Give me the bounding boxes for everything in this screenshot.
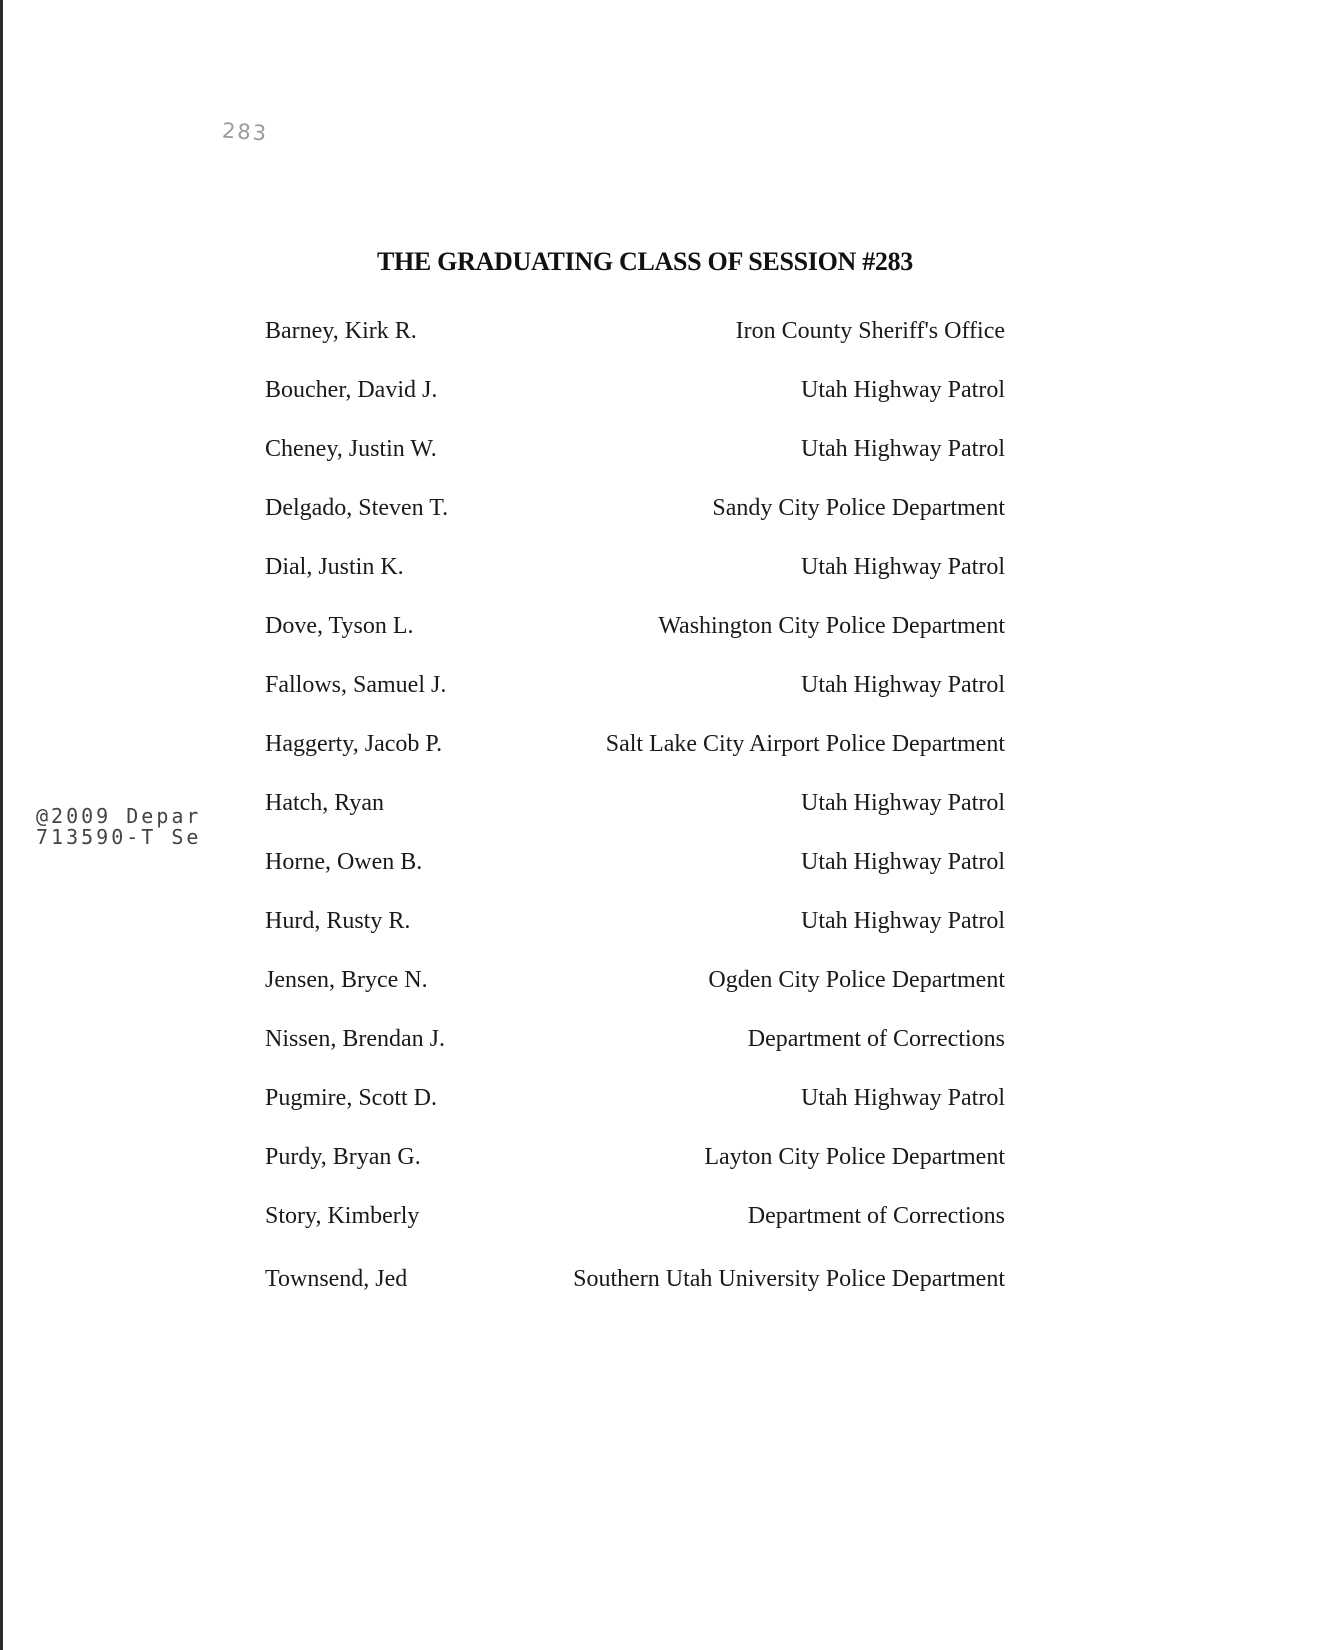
graduate-name: Barney, Kirk R.	[265, 318, 417, 344]
roster-row	[265, 495, 1005, 554]
roster-row	[265, 1266, 1005, 1325]
graduate-name: Hatch, Ryan	[265, 790, 385, 816]
graduate-name: Story, Kimberly	[265, 1203, 420, 1229]
roster-row	[265, 436, 1005, 495]
roster-row	[265, 672, 1005, 731]
graduate-agency: Utah Highway Patrol	[801, 436, 1005, 462]
graduate-name: Nissen, Brendan J.	[265, 1026, 445, 1052]
graduate-agency: Salt Lake City Airport Police Department	[605, 731, 1005, 757]
stamp-line-1: @2009 Depar	[36, 806, 202, 828]
graduate-agency: Utah Highway Patrol	[801, 672, 1005, 698]
roster-row	[265, 613, 1005, 672]
roster-row	[265, 849, 1005, 908]
roster-row	[265, 1085, 1005, 1144]
graduate-name: Horne, Owen B.	[265, 849, 423, 875]
graduate-name: Hurd, Rusty R.	[265, 908, 411, 934]
graduate-name: Haggerty, Jacob P.	[265, 731, 443, 757]
roster-row	[265, 554, 1005, 613]
graduate-agency: Washington City Police Department	[658, 613, 1005, 639]
roster-row	[265, 1026, 1005, 1085]
graduate-agency: Department of Corrections	[747, 1203, 1005, 1229]
graduate-name: Pugmire, Scott D.	[265, 1085, 437, 1111]
roster-row	[265, 1144, 1005, 1203]
graduate-agency: Utah Highway Patrol	[801, 1085, 1005, 1111]
graduate-agency: Ogden City Police Department	[708, 967, 1005, 993]
graduate-name: Delgado, Steven T.	[265, 495, 449, 521]
graduate-agency: Sandy City Police Department	[712, 495, 1005, 521]
graduate-agency: Utah Highway Patrol	[801, 554, 1005, 580]
graduate-name: Boucher, David J.	[265, 377, 438, 403]
graduate-name: Jensen, Bryce N.	[265, 967, 428, 993]
graduate-name: Dial, Justin K.	[265, 554, 404, 580]
graduate-agency: Layton City Police Department	[704, 1144, 1005, 1170]
graduate-agency: Department of Corrections	[747, 1026, 1005, 1052]
roster-row	[265, 1203, 1005, 1262]
roster-row	[265, 318, 1005, 377]
graduate-agency: Iron County Sheriff's Office	[735, 318, 1005, 344]
graduate-agency: Utah Highway Patrol	[801, 790, 1005, 816]
graduate-name: Purdy, Bryan G.	[265, 1144, 421, 1170]
handwritten-note: 283	[221, 118, 269, 146]
roster-row	[265, 967, 1005, 1026]
graduate-agency: Utah Highway Patrol	[801, 908, 1005, 934]
graduate-agency: Southern Utah University Police Department	[573, 1266, 1005, 1292]
graduate-agency: Utah Highway Patrol	[801, 849, 1005, 875]
roster-row	[265, 790, 1005, 849]
archive-stamp	[36, 806, 216, 848]
graduate-name: Townsend, Jed	[265, 1266, 408, 1292]
page-title: THE GRADUATING CLASS OF SESSION #283	[376, 247, 914, 276]
graduate-roster	[265, 318, 1005, 1325]
roster-row	[265, 377, 1005, 436]
graduate-name: Dove, Tyson L.	[265, 613, 414, 639]
graduate-name: Fallows, Samuel J.	[265, 672, 447, 698]
graduate-agency: Utah Highway Patrol	[801, 377, 1005, 403]
roster-row	[265, 908, 1005, 967]
graduate-name: Cheney, Justin W.	[265, 436, 437, 462]
stamp-line-2: 713590-T_Se	[36, 825, 202, 848]
roster-row	[265, 731, 1005, 790]
